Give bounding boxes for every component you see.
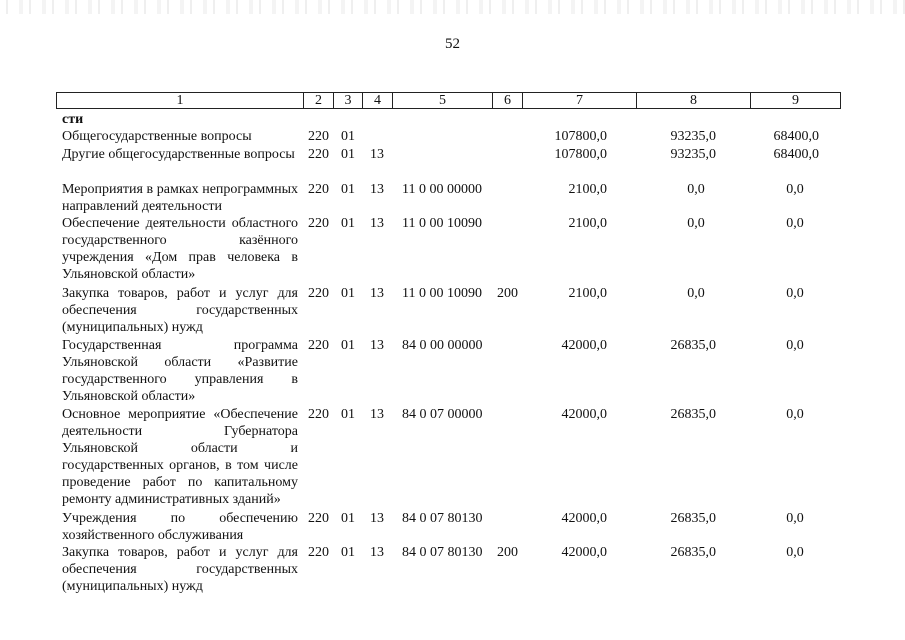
row-value-8: 0,0 bbox=[687, 216, 705, 231]
row-name: Общегосударственные вопросы bbox=[62, 129, 252, 144]
row-code-3: 01 bbox=[341, 338, 355, 353]
row-value-7: 2100,0 bbox=[568, 216, 607, 231]
row-code-4: 13 bbox=[370, 182, 384, 197]
column-header-7: 7 bbox=[522, 93, 636, 108]
row-name: Мероприятия в рамках непрограммных направлений деятельности bbox=[62, 182, 298, 214]
row-value-9: 0,0 bbox=[786, 216, 804, 231]
row-name: Учреждения по обеспечению хозяйственного обслуживания bbox=[62, 511, 298, 543]
row-code-5: 84 0 07 00000 bbox=[402, 407, 483, 422]
row-value-9: 68400,0 bbox=[773, 129, 819, 144]
row-value-7: 2100,0 bbox=[568, 182, 607, 197]
row-code-3: 01 bbox=[341, 182, 355, 197]
row-code-6: 200 bbox=[497, 286, 518, 301]
row-code-2: 220 bbox=[308, 216, 329, 231]
column-header-6: 6 bbox=[492, 93, 522, 108]
row-value-8: 26835,0 bbox=[670, 407, 716, 422]
row-code-4: 13 bbox=[370, 338, 384, 353]
row-value-9: 0,0 bbox=[786, 286, 804, 301]
row-code-4: 13 bbox=[370, 545, 384, 560]
column-header-5: 5 bbox=[392, 93, 492, 108]
row-code-2: 220 bbox=[308, 545, 329, 560]
row-value-9: 0,0 bbox=[786, 182, 804, 197]
row-value-7: 42000,0 bbox=[561, 407, 607, 422]
page-number: 52 bbox=[445, 36, 460, 52]
row-code-4: 13 bbox=[370, 286, 384, 301]
column-header-row bbox=[56, 92, 841, 109]
row-code-2: 220 bbox=[308, 338, 329, 353]
row-value-9: 0,0 bbox=[786, 545, 804, 560]
row-code-4: 13 bbox=[370, 147, 384, 162]
row-code-4: 13 bbox=[370, 511, 384, 526]
column-header-2: 2 bbox=[303, 93, 333, 108]
column-header-3: 3 bbox=[333, 93, 362, 108]
column-header-1: 1 bbox=[176, 93, 184, 108]
row-value-7: 42000,0 bbox=[561, 338, 607, 353]
row-value-8: 93235,0 bbox=[670, 147, 716, 162]
row-value-7: 2100,0 bbox=[568, 286, 607, 301]
row-code-3: 01 bbox=[341, 511, 355, 526]
row-code-5: 11 0 00 00000 bbox=[402, 182, 482, 197]
row-code-3: 01 bbox=[341, 407, 355, 422]
row-code-4: 13 bbox=[370, 407, 384, 422]
row-value-8: 93235,0 bbox=[670, 129, 716, 144]
row-value-8: 0,0 bbox=[687, 286, 705, 301]
row-name: Обеспечение деятельности областного государственного казённого учреждения «Дом прав человека в Ульяновской области» bbox=[62, 216, 298, 282]
row-code-5: 11 0 00 10090 bbox=[402, 286, 482, 301]
row-value-7: 107800,0 bbox=[554, 129, 607, 144]
row-code-5: 84 0 00 00000 bbox=[402, 338, 483, 353]
row-name: Закупка товаров, работ и услуг для обеспечения государственных (муниципальных) нужд bbox=[62, 286, 298, 335]
row-value-8: 26835,0 bbox=[670, 511, 716, 526]
row-value-9: 68400,0 bbox=[773, 147, 819, 162]
row-code-3: 01 bbox=[341, 147, 355, 162]
row-value-7: 42000,0 bbox=[561, 545, 607, 560]
row-code-2: 220 bbox=[308, 129, 329, 144]
row-name: Закупка товаров, работ и услуг для обеспечения государственных (муниципальных) нужд bbox=[62, 545, 298, 594]
scan-noise bbox=[0, 0, 905, 14]
row-value-8: 26835,0 bbox=[670, 545, 716, 560]
row-code-2: 220 bbox=[308, 286, 329, 301]
column-header-9: 9 bbox=[750, 93, 840, 108]
row-value-8: 0,0 bbox=[687, 182, 705, 197]
section-fragment: сти bbox=[62, 112, 84, 127]
row-value-7: 107800,0 bbox=[554, 147, 607, 162]
column-header-8: 8 bbox=[636, 93, 750, 108]
row-code-2: 220 bbox=[308, 182, 329, 197]
row-code-3: 01 bbox=[341, 286, 355, 301]
row-code-5: 84 0 07 80130 bbox=[402, 545, 483, 560]
row-value-9: 0,0 bbox=[786, 511, 804, 526]
column-header-4: 4 bbox=[362, 93, 392, 108]
row-code-3: 01 bbox=[341, 129, 355, 144]
row-value-9: 0,0 bbox=[786, 407, 804, 422]
row-code-5: 84 0 07 80130 bbox=[402, 511, 483, 526]
row-code-2: 220 bbox=[308, 147, 329, 162]
row-value-7: 42000,0 bbox=[561, 511, 607, 526]
row-code-3: 01 bbox=[341, 216, 355, 231]
row-name: Другие общегосударственные вопросы bbox=[62, 147, 295, 162]
row-code-6: 200 bbox=[497, 545, 518, 560]
row-code-2: 220 bbox=[308, 407, 329, 422]
row-code-5: 11 0 00 10090 bbox=[402, 216, 482, 231]
row-value-8: 26835,0 bbox=[670, 338, 716, 353]
row-code-2: 220 bbox=[308, 511, 329, 526]
row-name: Государственная программа Ульяновской области «Развитие государственного управления в Ульяновской области» bbox=[62, 338, 298, 404]
row-code-3: 01 bbox=[341, 545, 355, 560]
row-name: Основное мероприятие «Обеспечение деятельности Губернатора Ульяновской области и государственных органов, в том числе проведение работ по капитальному ремонту административных зданий» bbox=[62, 407, 298, 507]
row-value-9: 0,0 bbox=[786, 338, 804, 353]
row-code-4: 13 bbox=[370, 216, 384, 231]
